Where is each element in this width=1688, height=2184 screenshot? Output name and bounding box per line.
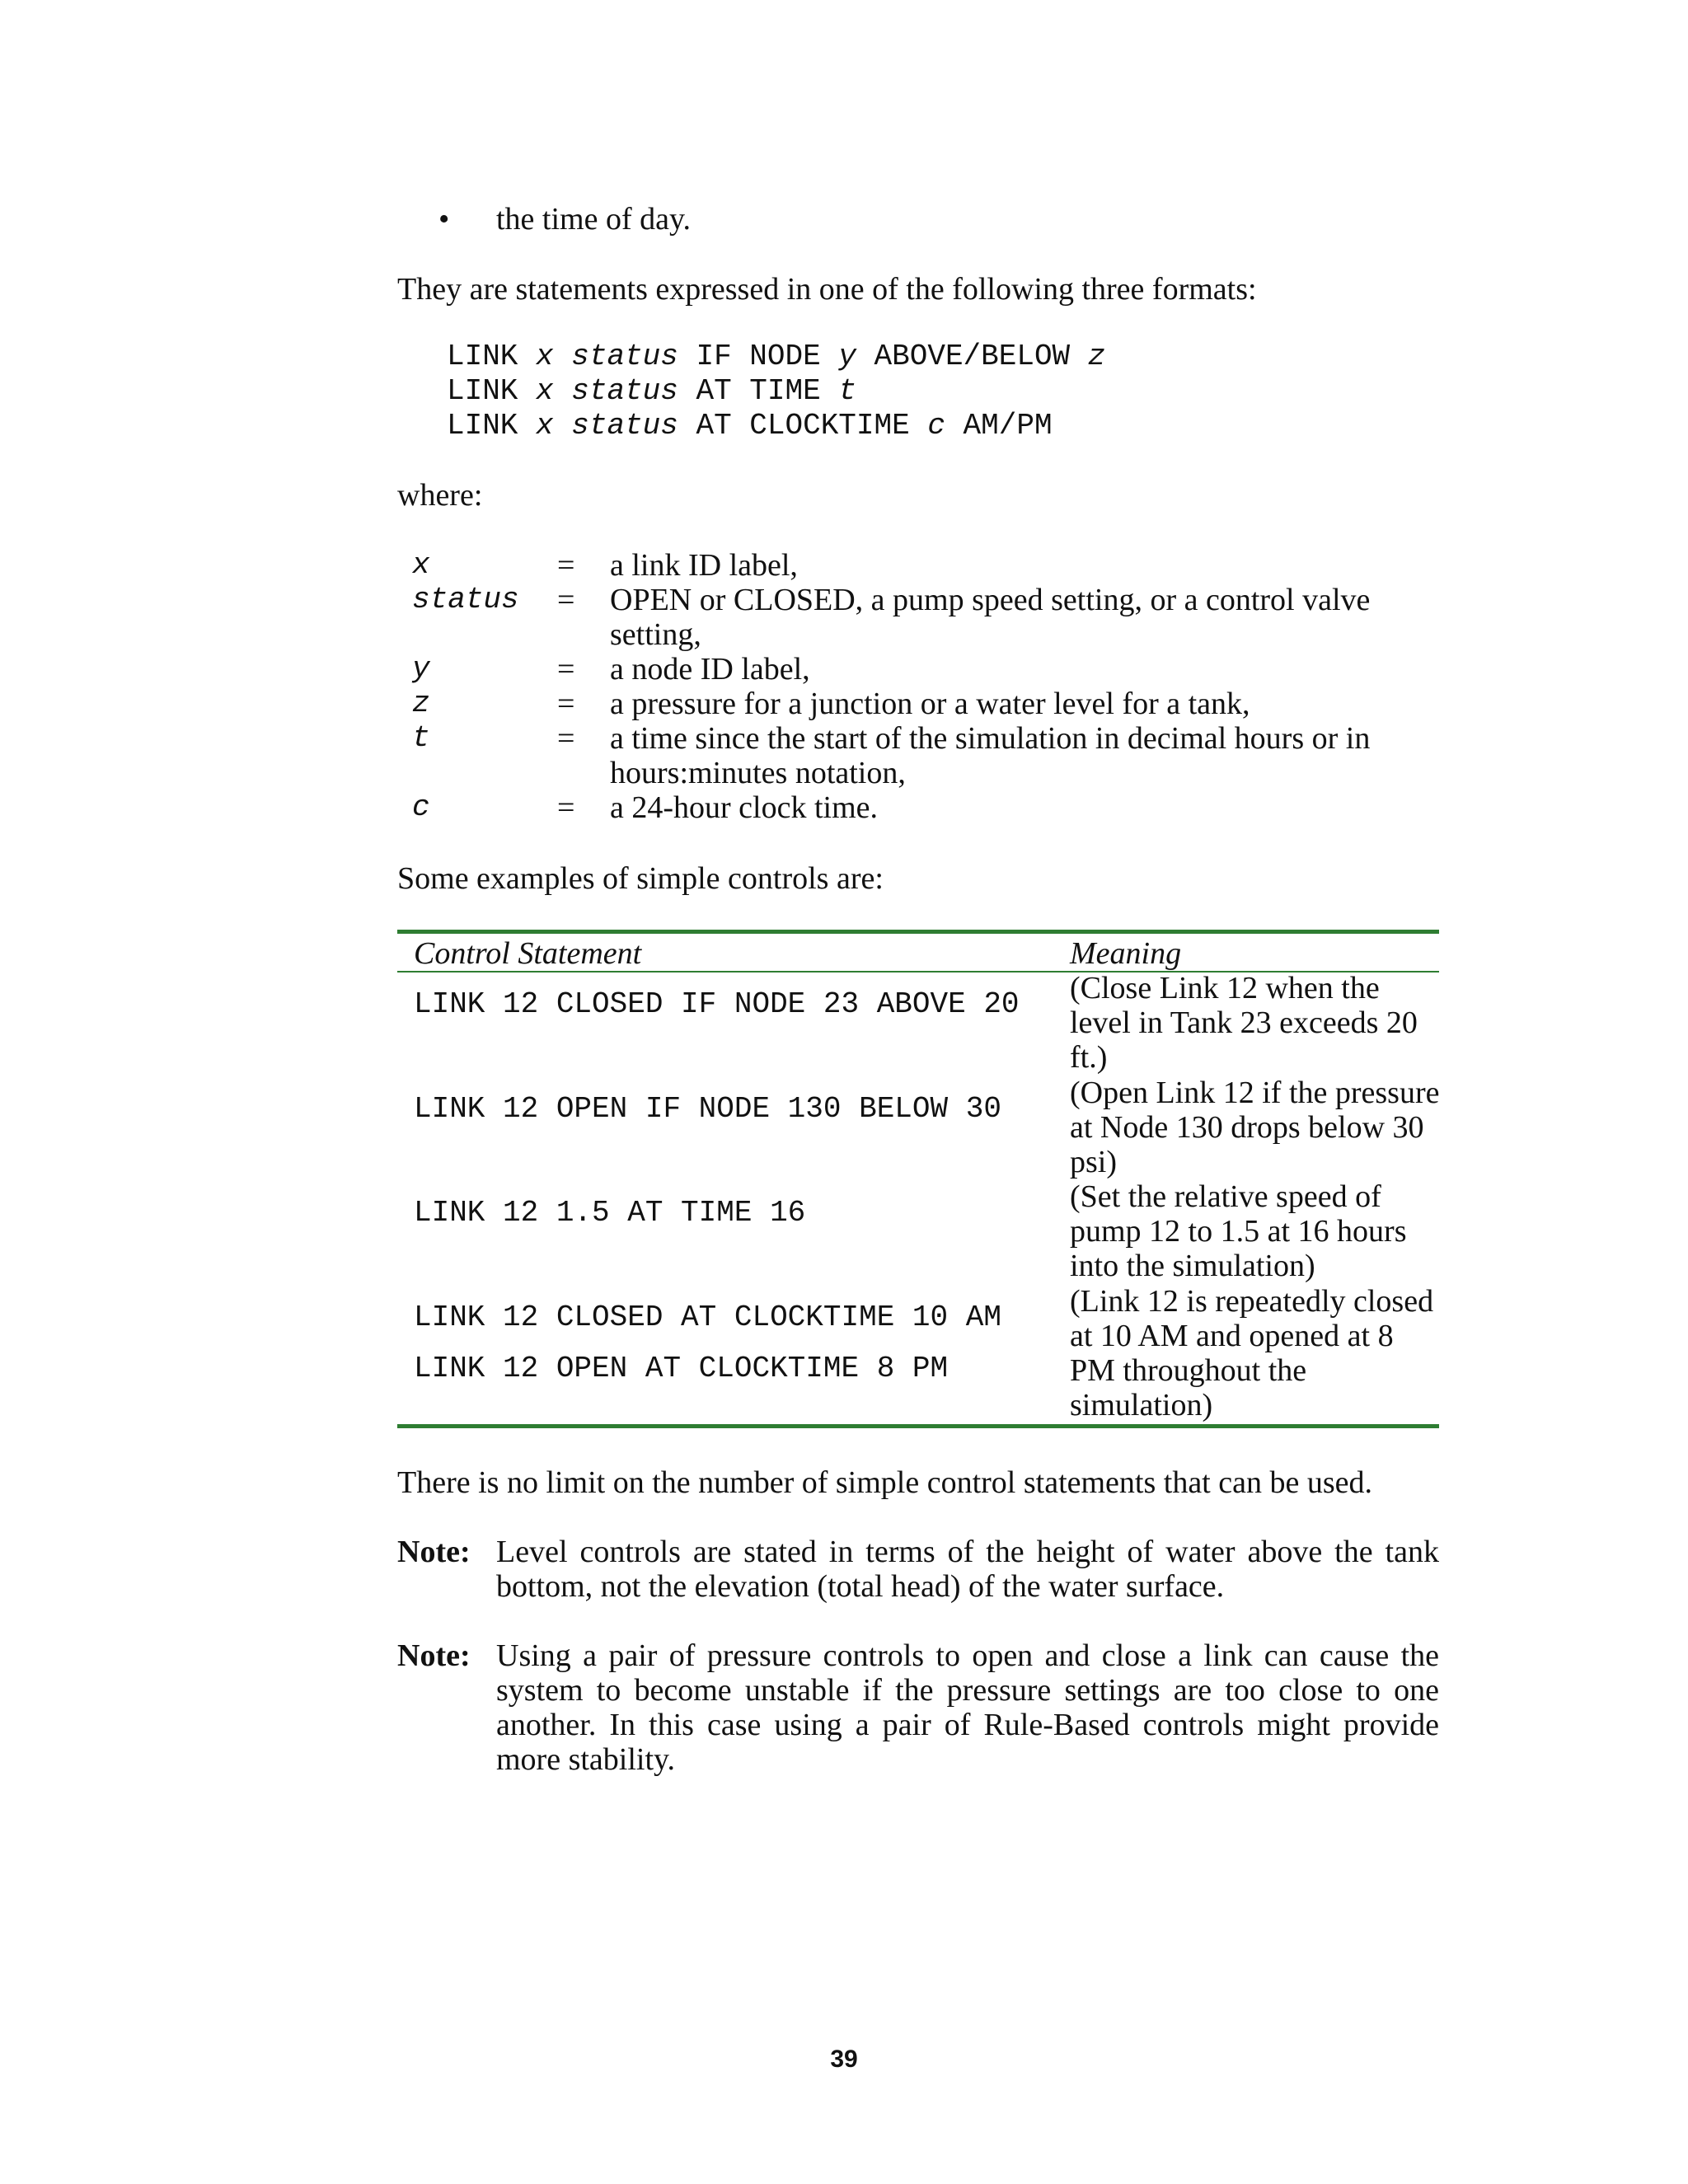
definition-symbol: status [412, 583, 519, 616]
table-cell-statement: LINK 12 OPEN IF NODE 130 BELOW 30 [414, 1092, 1001, 1126]
format-keyword [554, 409, 572, 443]
definition-symbol: t [412, 721, 430, 755]
definition-symbol: z [412, 687, 430, 720]
format-placeholder: status [571, 340, 678, 373]
definition-text: a time since the start of the simulation in decimal hours or in hours:minutes notation, [610, 721, 1371, 790]
format-placeholder: status [571, 374, 678, 408]
format-keyword: ABOVE/BELOW [856, 340, 1088, 373]
format-block [447, 340, 1105, 443]
format-line [447, 340, 1105, 374]
table-header-meaning: Meaning [1070, 936, 1182, 971]
page-number: 39 [830, 2046, 858, 2073]
definition-equals: = [557, 548, 575, 583]
table-cell-statement: LINK 12 CLOSED AT CLOCKTIME 10 AM [414, 1301, 1001, 1334]
definition-symbol: y [412, 652, 430, 686]
format-keyword: AT TIME [678, 374, 839, 408]
examples-intro: Some examples of simple controls are: [397, 861, 884, 896]
table-cell-meaning: (Close Link 12 when the level in Tank 23 exceeds 20 ft.) [1070, 971, 1418, 1075]
bullet-item [438, 202, 691, 237]
note-label: Note: [397, 1638, 471, 1673]
table-cell-statement: LINK 12 CLOSED IF NODE 23 ABOVE 20 [414, 987, 1020, 1021]
definition-symbol: c [412, 790, 430, 824]
definition-text: a pressure for a junction or a water level for a tank, [610, 687, 1250, 721]
definition-equals: = [557, 687, 575, 721]
format-line [447, 409, 1105, 443]
format-placeholder: status [571, 409, 678, 443]
definition-equals: = [557, 790, 575, 825]
definition-equals: = [557, 652, 575, 687]
format-placeholder: y [838, 340, 856, 373]
format-placeholder: z [1087, 340, 1106, 373]
definition-equals: = [557, 583, 575, 617]
bullet-symbol: • [438, 202, 450, 237]
definition-text: a 24-hour clock time. [610, 790, 879, 825]
definition-symbol: x [412, 548, 430, 582]
intro-paragraph: They are statements expressed in one of the following three formats: [397, 272, 1257, 307]
format-placeholder: t [838, 374, 856, 408]
format-keyword: AM/PM [945, 409, 1053, 443]
no-limit-paragraph: There is no limit on the number of simple control statements that can be used. [397, 1465, 1372, 1500]
controls-table [397, 930, 1439, 1428]
table-top-rule [397, 930, 1439, 934]
format-placeholder: x [536, 374, 554, 408]
format-keyword: LINK [447, 340, 537, 373]
where-label: where: [397, 478, 483, 513]
table-bottom-rule [397, 1424, 1439, 1428]
definition-text: OPEN or CLOSED, a pump speed setting, or a control valve setting, [610, 583, 1371, 652]
format-placeholder: x [536, 340, 554, 373]
table-cell-meaning: (Link 12 is repeatedly closed at 10 AM and opened at 8 PM throughout the simulation) [1070, 1284, 1434, 1422]
format-keyword [554, 374, 572, 408]
definition-text: a node ID label, [610, 652, 810, 687]
definition-text: a link ID label, [610, 548, 798, 583]
format-line [447, 374, 1105, 409]
format-keyword [554, 340, 572, 373]
format-placeholder: c [927, 409, 945, 443]
format-keyword: LINK [447, 374, 537, 408]
definition-equals: = [557, 721, 575, 756]
table-cell-statement: LINK 12 OPEN AT CLOCKTIME 8 PM [414, 1352, 949, 1385]
note-text: Using a pair of pressure controls to open and close a link can cause the system to become unstable if the pressure settings are too close to one another. In this case using a pair of Rule-Based controls might provide more stability. [496, 1638, 1439, 1777]
table-cell-meaning: (Set the relative speed of pump 12 to 1.5 at 16 hours into the simulation) [1070, 1179, 1407, 1283]
bullet-text: the time of day. [496, 202, 692, 237]
note-label: Note: [397, 1535, 471, 1569]
table-cell-meaning: (Open Link 12 if the pressure at Node 130 drops below 30 psi) [1070, 1076, 1440, 1179]
note-text: Level controls are stated in terms of the height of water above the tank bottom, not the elevation (total head) of the water surface. [496, 1535, 1439, 1604]
format-keyword: IF NODE [678, 340, 839, 373]
format-placeholder: x [536, 409, 554, 443]
table-cell-statement: LINK 12 1.5 AT TIME 16 [414, 1196, 806, 1230]
format-keyword: AT CLOCKTIME [678, 409, 928, 443]
format-keyword: LINK [447, 409, 537, 443]
table-header-statement: Control Statement [414, 936, 642, 971]
